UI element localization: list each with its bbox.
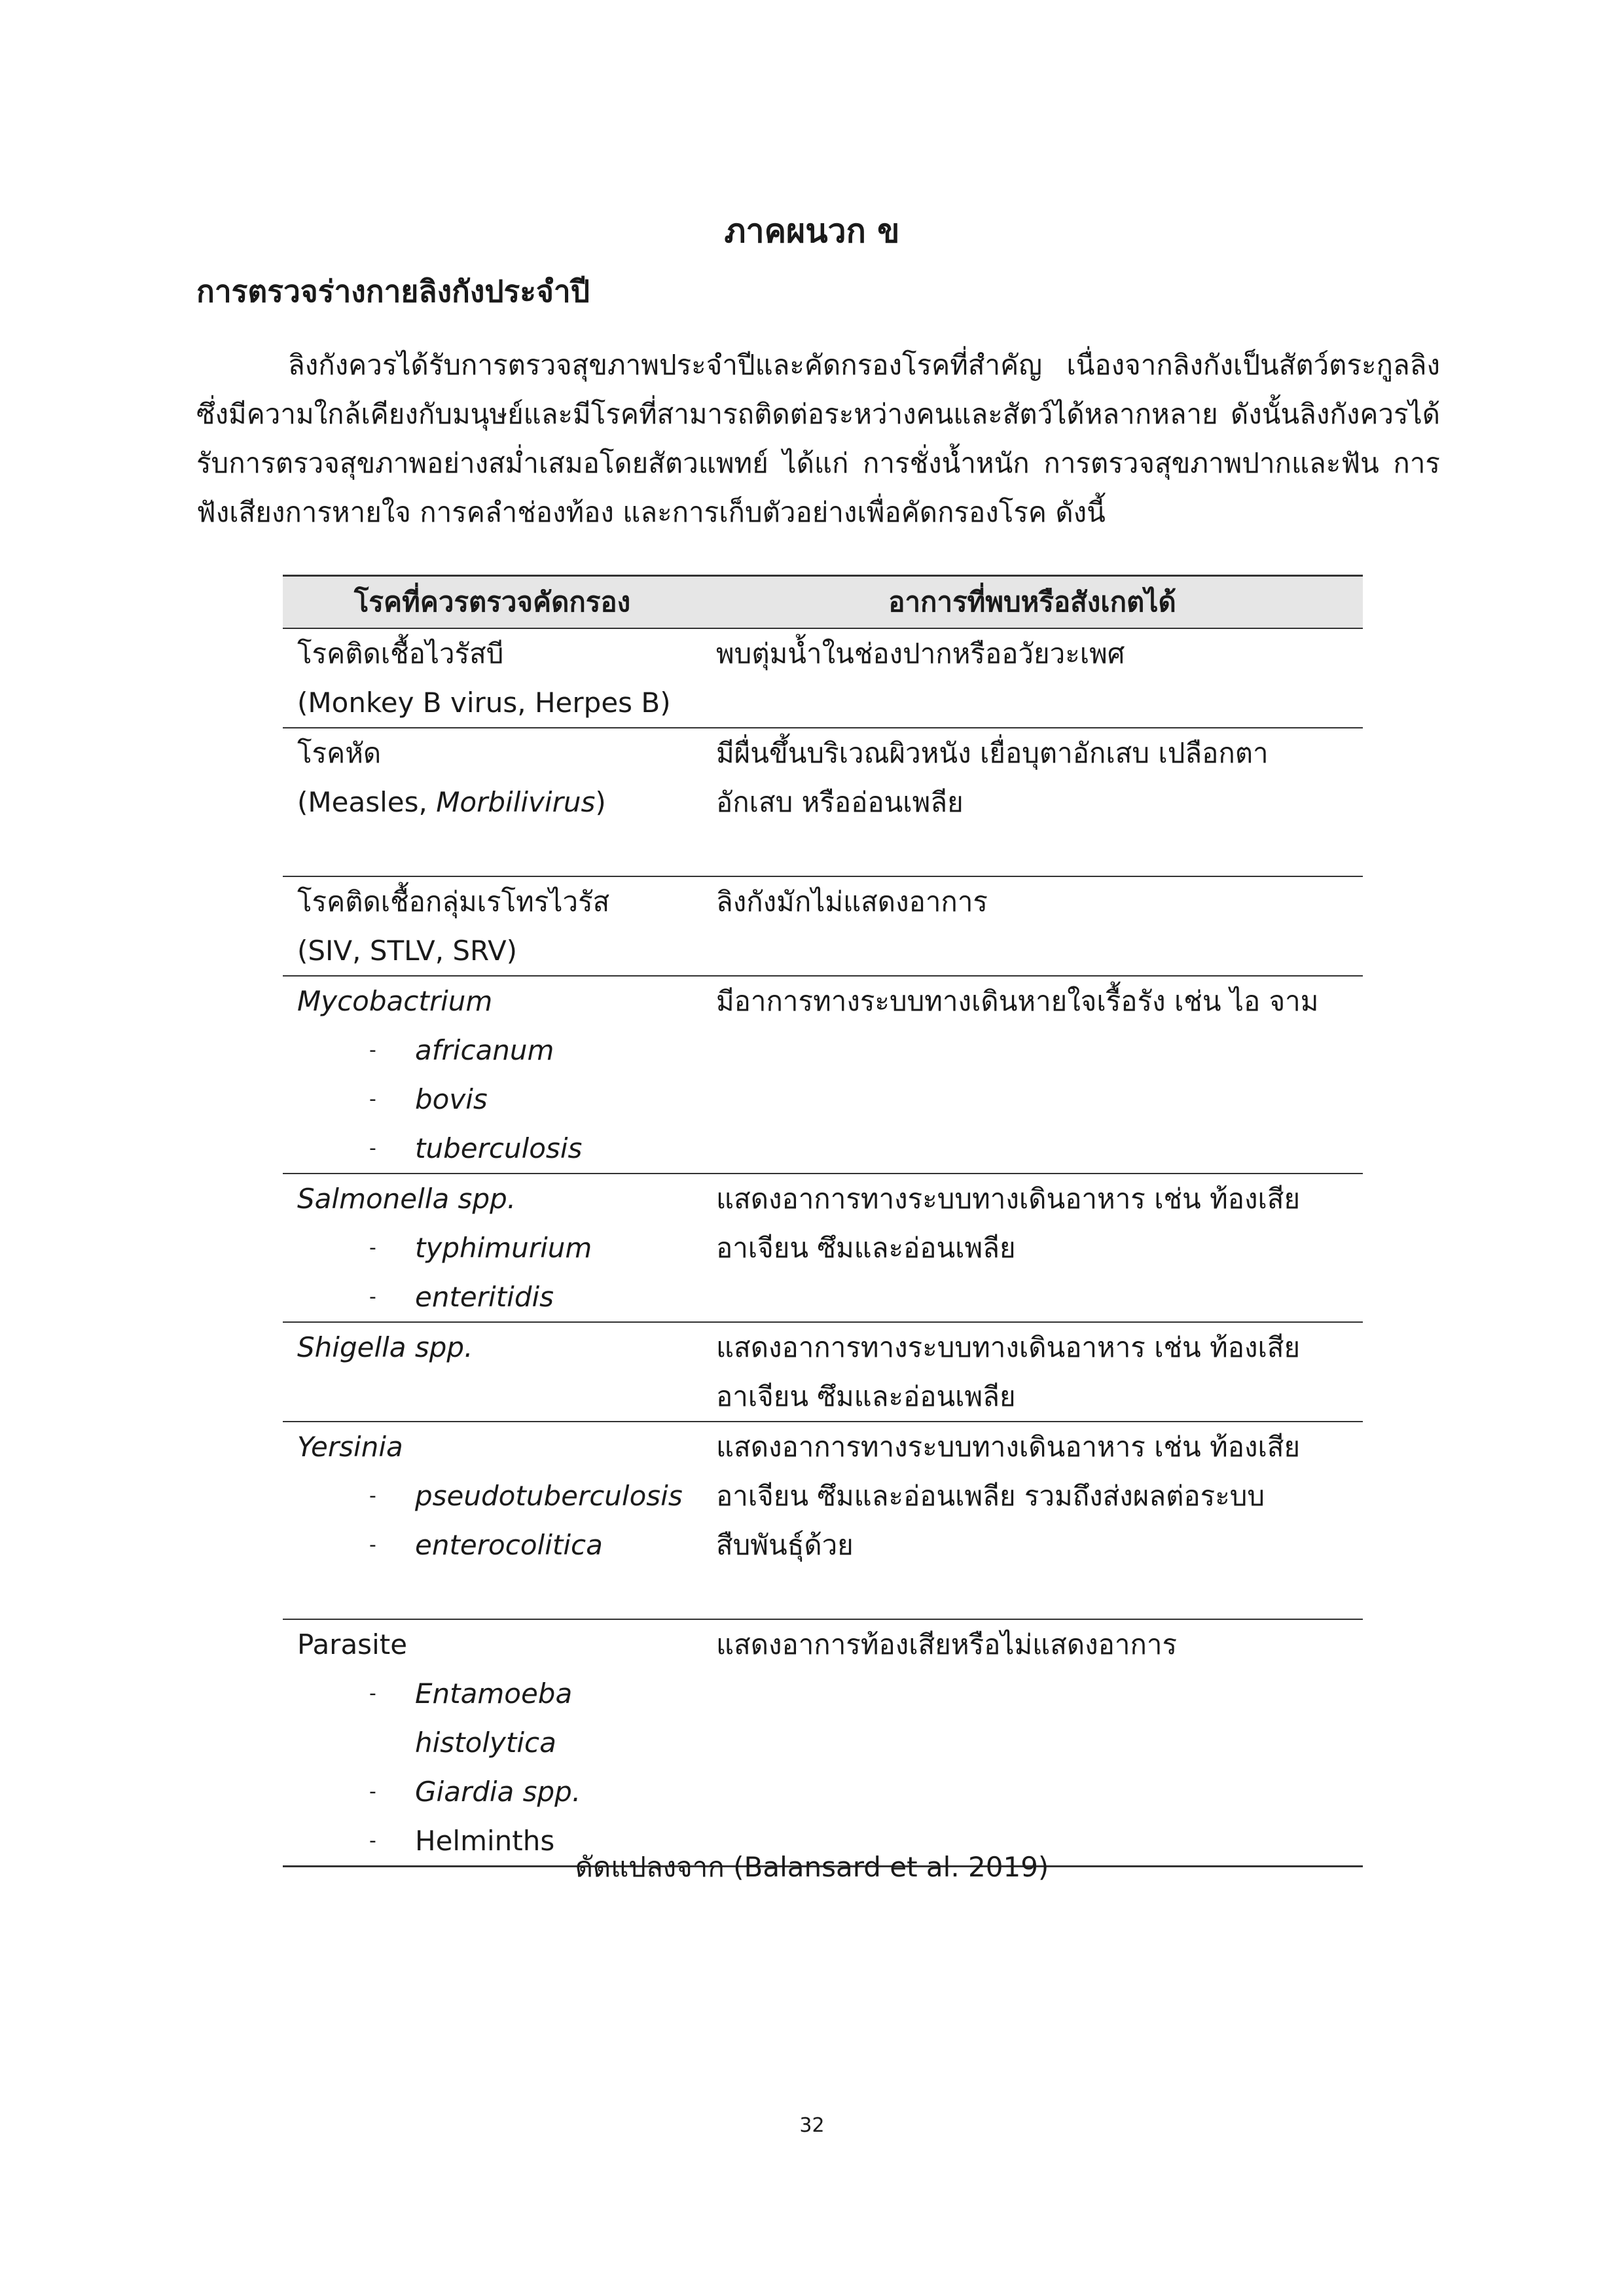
disease-name: Mycobactrium	[297, 985, 493, 1017]
symptom-cell	[702, 976, 1363, 1174]
disease-cell	[283, 728, 702, 876]
symptom-cell	[702, 1174, 1363, 1322]
symptom-cell	[702, 1322, 1363, 1422]
symptom-line: แสดงอาการทางระบบทางเดินอาหาร เช่น ท้องเสีย	[716, 1331, 1301, 1363]
disease-name: โรคติดเชื้อไวรัสบี	[297, 637, 504, 670]
disease-subtype: - africanum	[297, 1026, 695, 1075]
disease-subtype: - Entamoeba	[297, 1669, 695, 1718]
disease-subtype: - Helminths	[297, 1816, 695, 1865]
symptom-cell	[702, 1619, 1363, 1867]
symptom-line: แสดงอาการทางระบบทางเดินอาหาร เช่น ท้องเสีย	[716, 1431, 1301, 1463]
bullet-dash: -	[369, 1484, 376, 1507]
disease-detail: (SIV, STLV, SRV)	[297, 935, 518, 967]
disease-subtype: - typhimurium	[297, 1223, 695, 1272]
section-heading: การตรวจร่างกายลิงกังประจำปี	[196, 274, 590, 309]
detail-italic: Morbilivirus	[436, 786, 596, 818]
table-row	[283, 1619, 1363, 1867]
header-disease: โรคที่ควรตรวจคัดกรอง	[283, 576, 702, 629]
disease-name: Salmonella spp.	[297, 1183, 516, 1215]
disease-cell	[283, 1422, 702, 1619]
symptom-line: อาเจียน ซึมและอ่อนเพลีย	[716, 1232, 1016, 1264]
disease-cell	[283, 976, 702, 1174]
symptom-line: มีอาการทางระบบทางเดินหายใจเรื้อรัง เช่น ไอ จาม	[716, 985, 1319, 1017]
table-header-row	[283, 576, 1363, 629]
disease-subtype: - tuberculosis	[297, 1124, 695, 1173]
page-title: ภาคผนวก ข	[724, 212, 900, 250]
table-row	[283, 728, 1363, 876]
disease-cell	[283, 628, 702, 728]
detail-suffix: )	[595, 786, 606, 818]
disease-subtype: - bovis	[297, 1075, 695, 1124]
table-row	[283, 876, 1363, 976]
table-row	[283, 628, 1363, 728]
symptom-cell	[702, 728, 1363, 876]
symptom-cell	[702, 1422, 1363, 1619]
symptom-line: แสดงอาการทางระบบทางเดินอาหาร เช่น ท้องเสีย	[716, 1183, 1301, 1215]
body-paragraph: ลิงกังควรได้รับการตรวจสุขภาพประจำปีและคัดกรองโรคที่สำคัญ เนื่องจากลิงกังเป็นสัตว์ตระกูลลิง ซึ่งมีความใกล้เคียงกับมนุษย์และมีโรคที่สามารถติดต่อระหว่างคนและสัตว์ได้หลากหลาย ดังนั้นลิงกังควรได้รับการตรวจสุขภาพอย่างสม่ำเสมอโดยสัตวแพทย์ ได้แก่ การชั่งน้ำหนัก การตรวจสุขภาพปากและฟัน การฟังเสียงการหายใจ การคลำช่องท้อง และการเก็บตัวอย่างเพื่อคัดกรองโรค ดังนี้	[196, 349, 1440, 528]
bullet-dash: -	[369, 1534, 376, 1556]
page-number: 32	[799, 2114, 825, 2137]
header-symptoms: อาการที่พบหรือสังเกตได้	[702, 576, 1363, 629]
table-row	[283, 976, 1363, 1174]
disease-subtype: histolytica	[415, 1727, 556, 1759]
symptom-line: อักเสบ หรืออ่อนเพลีย	[716, 786, 964, 818]
disease-cell	[283, 1619, 702, 1867]
table-row	[283, 1322, 1363, 1422]
symptom-cell	[702, 876, 1363, 976]
symptom-line: ลิงกังมักไม่แสดงอาการ	[716, 886, 988, 918]
disease-subtype: - enteritidis	[297, 1272, 695, 1321]
table-row	[283, 1174, 1363, 1322]
table-row	[283, 1422, 1363, 1619]
symptom-line: อาเจียน ซึมและอ่อนเพลีย รวมถึงส่งผลต่อระบบ	[716, 1480, 1265, 1512]
symptom-line: อาเจียน ซึมและอ่อนเพลีย	[716, 1380, 1016, 1412]
disease-detail	[297, 778, 695, 827]
disease-name: โรคหัด	[297, 737, 382, 769]
disease-name: Yersinia	[297, 1431, 403, 1463]
symptom-line: สืบพันธุ์ด้วย	[716, 1529, 854, 1561]
symptom-line: แสดงอาการท้องเสียหรือไม่แสดงอาการ	[716, 1628, 1178, 1660]
disease-subtype: - pseudotuberculosis	[297, 1471, 695, 1520]
bullet-dash: -	[369, 1285, 376, 1308]
bullet-dash: -	[369, 1088, 376, 1111]
symptom-cell	[702, 628, 1363, 728]
bullet-dash: -	[369, 1236, 376, 1259]
bullet-dash: -	[369, 1137, 376, 1160]
symptom-line: พบตุ่มน้ำในช่องปากหรืออวัยวะเพศ	[716, 637, 1125, 670]
disease-name: โรคติดเชื้อกลุ่มเรโทรไวรัส	[297, 886, 610, 918]
bullet-dash: -	[369, 1039, 376, 1062]
bullet-dash: -	[369, 1829, 376, 1852]
bullet-dash: -	[369, 1682, 376, 1705]
disease-cell	[283, 1174, 702, 1322]
symptom-line: มีผื่นขึ้นบริเวณผิวหนัง เยื่อบุตาอักเสบ เปลือกตา	[716, 737, 1269, 769]
disease-subtype: - Giardia spp.	[297, 1767, 695, 1816]
table-source-caption: ดัดแปลงจาก (Balansard et al. 2019)	[575, 1851, 1049, 1883]
disease-cell	[283, 876, 702, 976]
bullet-dash: -	[369, 1780, 376, 1803]
disease-subtype: - enterocolitica	[297, 1520, 695, 1570]
disease-screening-table	[283, 575, 1363, 1867]
detail-prefix: (Measles,	[297, 786, 437, 818]
disease-cell	[283, 1322, 702, 1422]
disease-detail: (Monkey B virus, Herpes B)	[297, 687, 671, 719]
disease-name: Parasite	[297, 1628, 408, 1660]
disease-name: Shigella spp.	[297, 1331, 473, 1363]
